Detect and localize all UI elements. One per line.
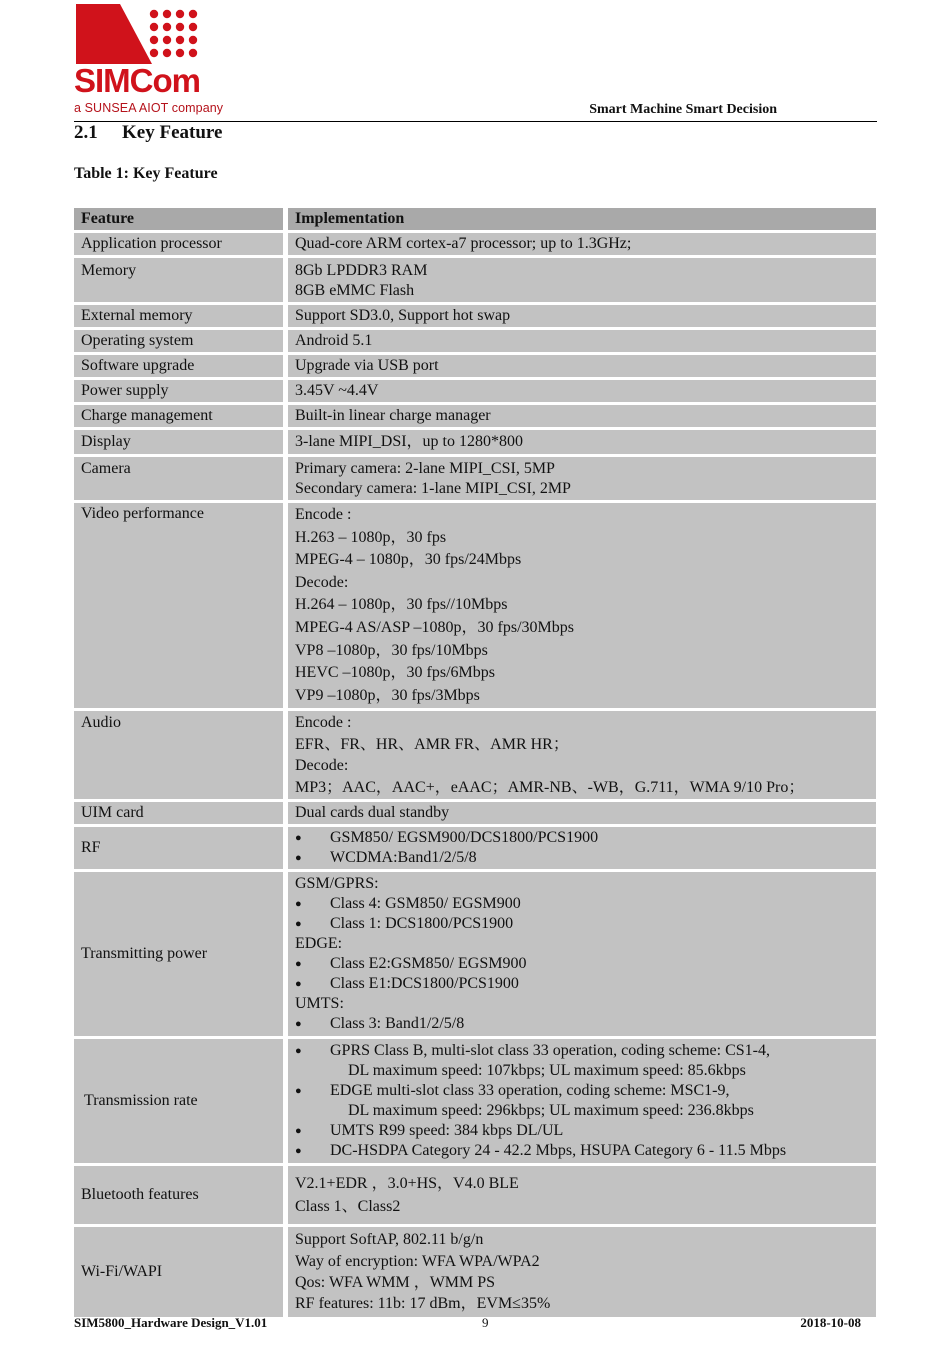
cell-line: Support SD3.0, Support hot swap: [295, 307, 511, 324]
header-slogan: Smart Machine Smart Decision: [589, 102, 777, 117]
cell-line: Upgrade via USB port: [295, 357, 439, 374]
table-row: [74, 330, 876, 352]
implementation-cell: [288, 872, 876, 1036]
feature-cell: [74, 872, 283, 1036]
implementation-cell: [288, 711, 876, 799]
cell-line: Quad-core ARM cortex-a7 processor; up to 1.3GHz;: [295, 235, 632, 252]
bullet-item: ● UMTS R99 speed: 384 kbps DL/UL: [295, 1122, 564, 1140]
bullet-icon: ●: [295, 978, 302, 991]
implementation-cell: [288, 827, 876, 869]
table-row: [74, 305, 876, 327]
table-row: [74, 233, 876, 255]
feature-label: RF: [81, 839, 101, 857]
table-row: [74, 430, 876, 454]
feature-cell: Software upgrade: [74, 355, 283, 377]
cell-line: V2.1+EDR ，3.0+HS，V4.0 BLE: [295, 1175, 519, 1193]
cell-line: RF features: 11b: 17 dBm，EVM≤35%: [295, 1295, 551, 1313]
implementation-cell: [288, 457, 876, 500]
feature-label: Bluetooth features: [81, 1186, 199, 1204]
table-row: [74, 503, 876, 708]
implementation-cell: [288, 430, 876, 454]
cell-line: VP9 –1080p，30 fps/3Mbps: [295, 686, 480, 704]
feature-cell: Application processor: [74, 233, 283, 255]
table-row: [74, 1227, 876, 1316]
implementation-cell: [288, 1039, 876, 1163]
bullet-item: ● Class 3: Band1/2/5/8: [295, 1015, 465, 1033]
footer-doc-name: SIM5800_Hardware Design_V1.01: [74, 1315, 268, 1330]
table-row: [74, 872, 876, 1036]
feature-cell: Memory: [74, 258, 283, 302]
feature-cell: Charge management: [74, 405, 283, 427]
cell-line: DL maximum speed: 107kbps; UL maximum speed: 85.6kbps: [348, 1062, 746, 1080]
cell-line: 8GB eMMC Flash: [295, 282, 415, 299]
implementation-cell: [288, 258, 876, 302]
bullet-icon: ●: [295, 852, 302, 865]
bullet-icon: ●: [295, 1125, 302, 1138]
feature-label: Wi-Fi/WAPI: [81, 1262, 163, 1280]
cell-line: MPEG-4 – 1080p，30 fps/24Mbps: [295, 551, 522, 569]
feature-cell: [74, 1039, 283, 1163]
cell-line: Primary camera: 2-lane MIPI_CSI, 5MP: [295, 460, 555, 477]
bullet-item: ● EDGE multi-slot class 33 operation, coding scheme: MSC1-9,: [295, 1082, 730, 1100]
table-row: [74, 827, 876, 869]
bullet-icon: ●: [295, 1085, 302, 1098]
feature-label: Transmission rate: [84, 1092, 198, 1110]
bullet-icon: ●: [295, 1018, 302, 1031]
bullet-item: ● Class E1:DCS1800/PCS1900: [295, 975, 519, 993]
cell-line: Decode:: [295, 757, 349, 775]
cell-line: Support SoftAP, 802.11 b/g/n: [295, 1231, 484, 1249]
implementation-cell: [288, 305, 876, 327]
feature-cell: External memory: [74, 305, 283, 327]
cell-line: UMTS:: [295, 995, 344, 1013]
table-row: [74, 1166, 876, 1224]
table-row: [74, 457, 876, 500]
table-row: [74, 802, 876, 824]
cell-line: 3.45V ~4.4V: [295, 382, 379, 399]
cell-line: Secondary camera: 1-lane MIPI_CSI, 2MP: [295, 480, 571, 497]
footer-page-number: 9: [482, 1315, 489, 1330]
cell-line: Qos: WFA WMM ，WMM PS: [295, 1273, 496, 1291]
section-heading: Key Feature: [122, 122, 223, 143]
cell-line: 8Gb LPDDR3 RAM: [295, 262, 428, 279]
cell-line: Encode :: [295, 506, 352, 523]
implementation-cell: [288, 503, 876, 708]
feature-cell: Power supply: [74, 380, 283, 402]
implementation-cell: [288, 380, 876, 402]
bullet-item: ● DC-HSDPA Category 24 - 42.2 Mbps, HSUPA Category 6 - 11.5 Mbps: [295, 1142, 787, 1160]
cell-line: Decode:: [295, 573, 349, 591]
cell-line: Way of encryption: WFA WPA/WPA2: [295, 1252, 540, 1270]
implementation-cell: [288, 1227, 876, 1316]
feature-cell: UIM card: [74, 802, 283, 824]
table-row: [74, 258, 876, 302]
table-header-row: [74, 208, 876, 230]
section-title: [74, 122, 222, 144]
cell-line: H.263 – 1080p，30 fps: [295, 528, 447, 546]
cell-line: HEVC –1080p，30 fps/6Mbps: [295, 664, 496, 682]
cell-line: EFR、FR、HR、AMR FR、AMR HR；: [295, 735, 569, 753]
table-row: [74, 380, 876, 402]
section-number: 2.1: [74, 122, 98, 143]
key-feature-table: [74, 208, 876, 1320]
footer-date: 2018-10-08: [800, 1315, 861, 1330]
bullet-item: ● GSM850/ EGSM900/DCS1800/PCS1900: [295, 829, 599, 847]
cell-line: Built-in linear charge manager: [295, 407, 491, 424]
bullet-icon: ●: [295, 1045, 302, 1058]
bullet-icon: ●: [295, 918, 302, 931]
brand-tagline: a SUNSEA AIOT company: [74, 101, 224, 115]
header-implementation: Implementation: [288, 208, 876, 230]
table-row: [74, 1039, 876, 1163]
feature-cell: Camera: [74, 457, 283, 500]
bullet-item: ● Class 4: GSM850/ EGSM900: [295, 895, 521, 913]
cell-line: VP8 –1080p，30 fps/10Mbps: [295, 641, 488, 659]
simcom-logo: [74, 4, 214, 116]
cell-line: EDGE:: [295, 935, 343, 953]
header-feature: Feature: [74, 208, 283, 230]
table-row: [74, 711, 876, 799]
feature-cell: Video performance: [74, 503, 283, 708]
cell-line: MP3；AAC，AAC+，eAAC；AMR-NB、-WB，G.711，WMA 9/10 Pro；: [295, 778, 805, 796]
bullet-item: ● GPRS Class B, multi-slot class 33 operation, coding scheme: CS1-4,: [295, 1042, 770, 1060]
feature-cell: Audio: [74, 711, 283, 799]
feature-label: Transmitting power: [81, 945, 208, 963]
bullet-icon: ●: [295, 898, 302, 911]
implementation-cell: [288, 355, 876, 377]
cell-line: 3-lane MIPI_DSI，up to 1280*800: [295, 433, 523, 450]
feature-cell: [74, 1227, 283, 1316]
cell-line: GSM/GPRS:: [295, 875, 379, 893]
cell-line: Android 5.1: [295, 332, 373, 349]
table-row: [74, 405, 876, 427]
table-row: [74, 355, 876, 377]
feature-cell: [74, 827, 283, 869]
feature-cell: Display: [74, 430, 283, 454]
implementation-cell: [288, 330, 876, 352]
cell-line: H.264 – 1080p，30 fps//10Mbps: [295, 596, 508, 614]
implementation-cell: [288, 1166, 876, 1224]
bullet-icon: ●: [295, 832, 302, 845]
bullet-item: ● Class E2:GSM850/ EGSM900: [295, 955, 527, 973]
cell-line: MPEG-4 AS/ASP –1080p，30 fps/30Mbps: [295, 618, 575, 636]
bullet-item: ● Class 1: DCS1800/PCS1900: [295, 915, 514, 933]
feature-cell: [74, 1166, 283, 1224]
implementation-cell: [288, 233, 876, 255]
svg-text:SIMCom: SIMCom: [74, 62, 200, 99]
cell-line: Dual cards dual standby: [295, 804, 450, 822]
cell-line: DL maximum speed: 296kbps; UL maximum speed: 236.8kbps: [348, 1102, 754, 1120]
cell-line: Encode :: [295, 714, 352, 732]
bullet-icon: ●: [295, 1145, 302, 1158]
table-caption: Table 1: Key Feature: [74, 165, 218, 182]
cell-line: Class 1、Class2: [295, 1198, 401, 1216]
bullet-icon: ●: [295, 958, 302, 971]
implementation-cell: [288, 405, 876, 427]
bullet-item: ● WCDMA:Band1/2/5/8: [295, 849, 477, 867]
feature-cell: Operating system: [74, 330, 283, 352]
implementation-cell: [288, 802, 876, 824]
